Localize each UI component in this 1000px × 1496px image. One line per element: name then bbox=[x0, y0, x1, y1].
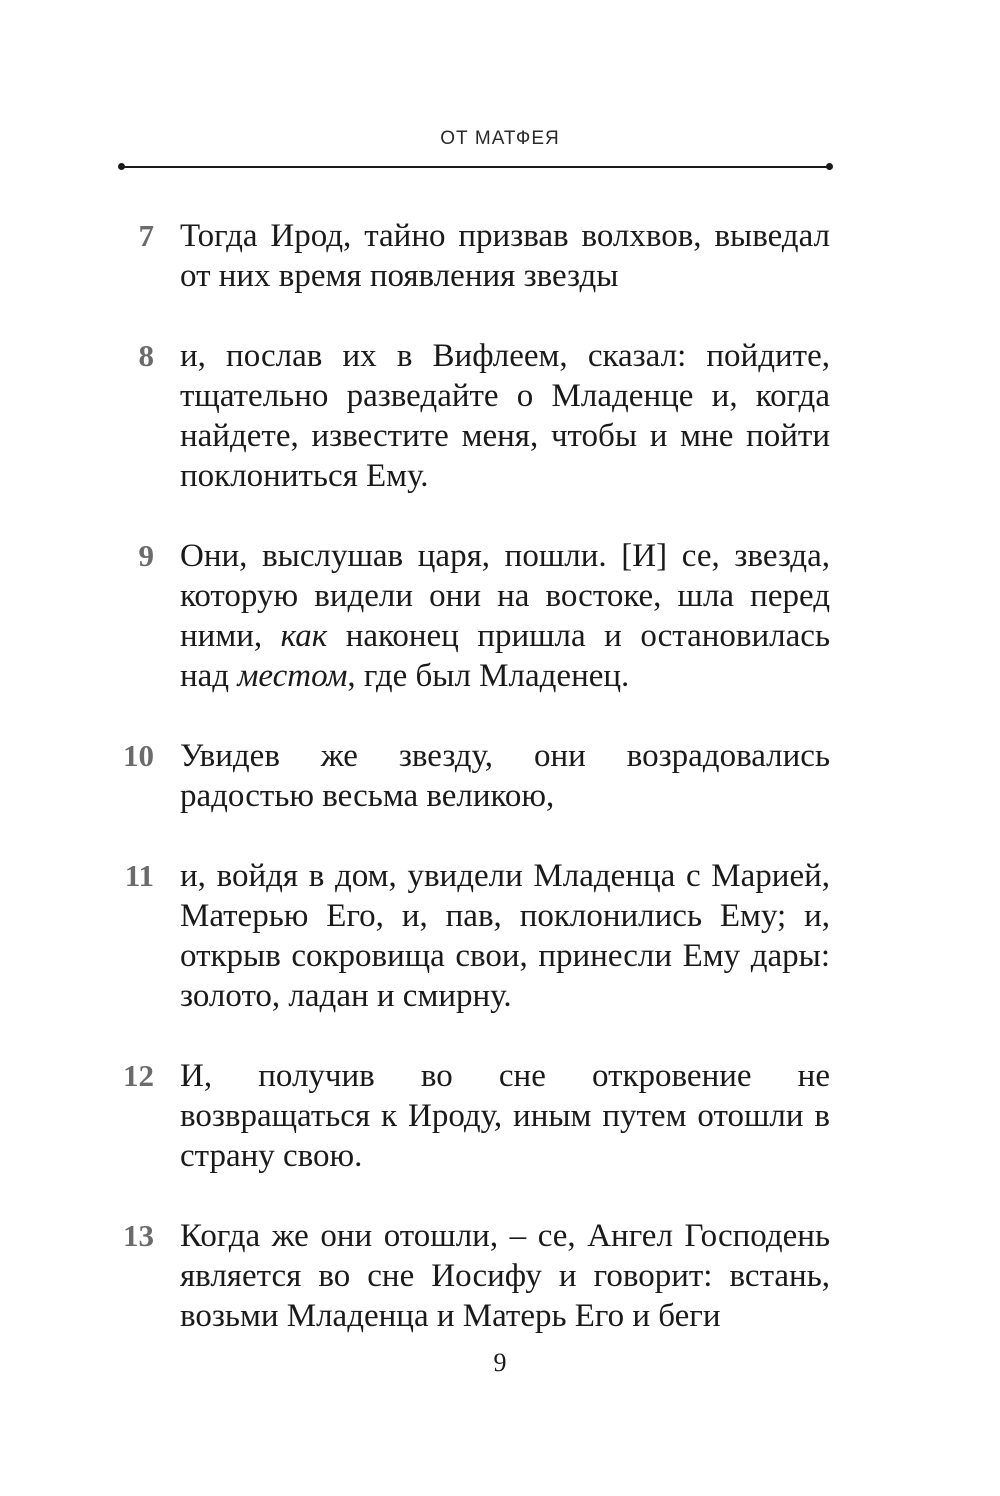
verse-text: И, получив во сне откровение не возвращаться к Ироду, иным путем отошли в страну свою. bbox=[180, 1058, 830, 1174]
verse-11 bbox=[120, 856, 830, 1016]
verse-text-segment: наконец пришла и остановилась над bbox=[180, 618, 830, 694]
verse-number: 10 bbox=[123, 738, 154, 773]
verse-text: и, послав их в Вифлеем, сказал: пойдите, тщательно разведайте о Младенце и, когда найдете, известите меня, чтобы и мне пойти поклониться Ему. bbox=[180, 338, 830, 494]
verse-text-segment: , где был Младенец. bbox=[347, 658, 630, 694]
verse-number: 7 bbox=[138, 218, 154, 253]
verse-number: 9 bbox=[138, 538, 154, 573]
verse-text: Тогда Ирод, тайно призвав волхвов, выведал от них время появления звезды bbox=[180, 218, 830, 294]
verse-number: 13 bbox=[123, 1218, 154, 1253]
verse-7 bbox=[120, 216, 830, 296]
verse-text: Когда же они отошли, – се, Ангел Господень является во сне Иосифу и говорит: встань, возьми Младенца и Матерь Его и беги bbox=[180, 1218, 830, 1334]
verse-list bbox=[120, 216, 830, 1376]
running-head-title: ОТ МАТФЕЯ bbox=[440, 128, 560, 149]
page-number: 9 bbox=[493, 1348, 507, 1377]
verse-8 bbox=[120, 336, 830, 496]
verse-number: 12 bbox=[123, 1058, 154, 1093]
header-rule-right-dot bbox=[826, 163, 833, 170]
verse-text bbox=[180, 536, 830, 696]
verse-10 bbox=[120, 736, 830, 816]
verse-text-italic: местом bbox=[237, 658, 348, 694]
verse-12 bbox=[120, 1056, 830, 1176]
header-rule bbox=[122, 166, 829, 168]
verse-text-segment: Они, выслушав царя, пошли. [И] се, звезда, которую видели они на востоке, шла перед ними, bbox=[180, 538, 830, 654]
verse-text-italic: как bbox=[280, 618, 328, 654]
verse-text: и, войдя в дом, увидели Младенца с Марией, Матерью Его, и, пав, поклонились Ему; и, открыв сокровища свои, принесли Ему дары: золото, ладан и смирну. bbox=[180, 858, 830, 1014]
header-rule-left-dot bbox=[118, 163, 125, 170]
verse-number: 11 bbox=[124, 858, 154, 893]
verse-text: Увидев же звезду, они возрадовались радостью весьма великою, bbox=[180, 738, 830, 814]
verse-13 bbox=[120, 1216, 830, 1336]
verse-number: 8 bbox=[138, 338, 154, 373]
verse-9 bbox=[120, 536, 830, 696]
